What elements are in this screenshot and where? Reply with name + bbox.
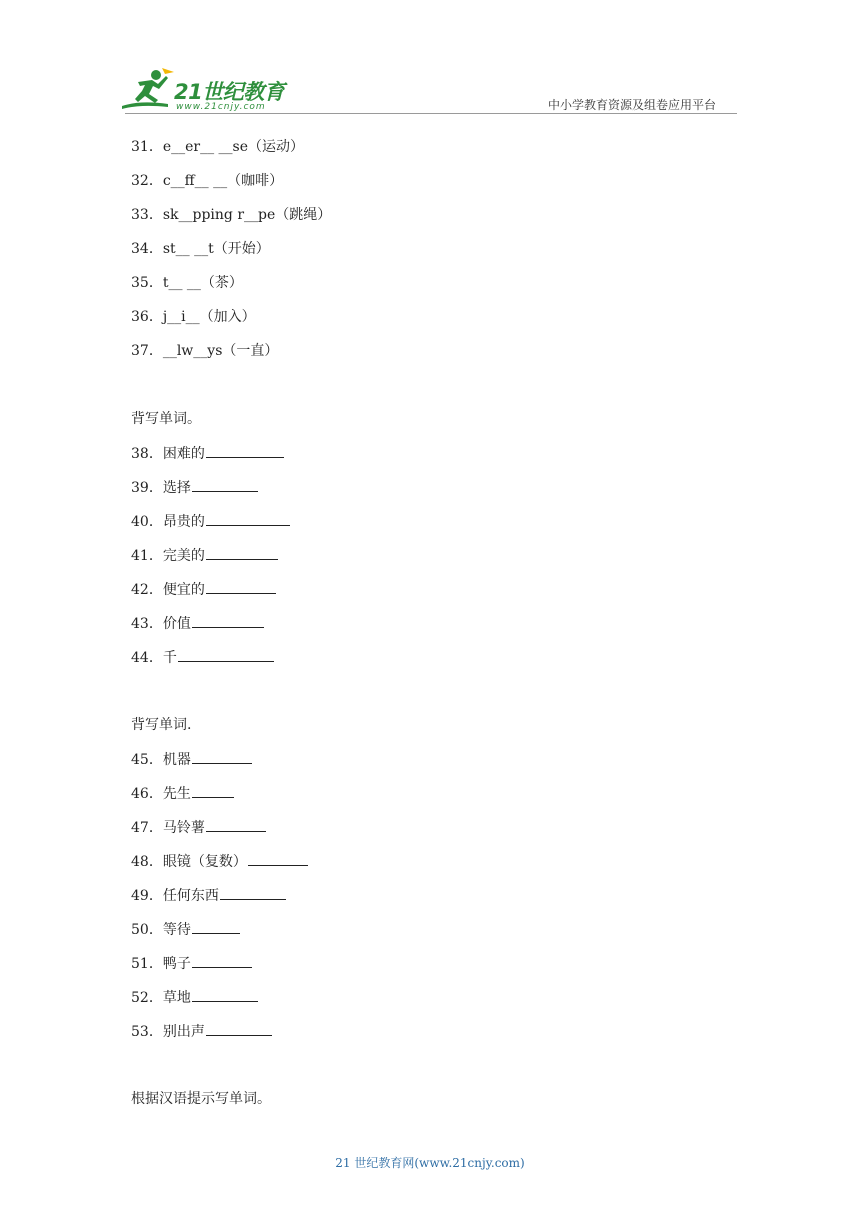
question-38: 38．困难的 (131, 443, 731, 477)
answer-blank[interactable] (192, 919, 240, 934)
question-37: 37．__lw__ys（一直） (131, 343, 279, 359)
question-text: st__ __t（开始） (162, 241, 270, 257)
question-51: 51．鸭子 (131, 953, 731, 987)
question-31: 31．e__er__ __se（运动） (131, 139, 305, 155)
question-46: 46．先生 (131, 783, 731, 817)
question-48: 48．眼镜（复数） (131, 851, 731, 885)
logo-text: 21世纪教育 (174, 80, 285, 104)
question-53: 53．别出声 (131, 1021, 731, 1055)
question-42: 42．便宜的 (131, 579, 731, 613)
answer-blank[interactable] (206, 443, 284, 458)
question-39: 39．选择 (131, 477, 731, 511)
answer-blank[interactable] (192, 783, 234, 798)
question-32: 32．c__ff__ __（咖啡） (131, 173, 284, 189)
section-title: 背写单词。 (131, 411, 201, 427)
question-33: 33．sk__pping r__pe（跳绳） (131, 207, 332, 223)
answer-blank[interactable] (206, 579, 276, 594)
answer-blank[interactable] (248, 851, 308, 866)
header-tagline: 中小学教育资源及组卷应用平台 (548, 98, 717, 112)
question-40: 40．昂贵的 (131, 511, 731, 545)
answer-blank[interactable] (192, 953, 252, 968)
question-text: e__er__ __se（运动） (162, 139, 305, 155)
answer-blank[interactable] (192, 613, 264, 628)
question-35: 35．t__ __（茶） (131, 275, 243, 291)
question-text: t__ __（茶） (162, 275, 243, 291)
header-divider (125, 113, 737, 114)
answer-blank[interactable] (206, 511, 290, 526)
question-text: __lw__ys（一直） (162, 343, 279, 359)
question-43: 43．价值 (131, 613, 731, 647)
worksheet-content (131, 137, 731, 1123)
question-52: 52．草地 (131, 987, 731, 1021)
answer-blank[interactable] (192, 987, 258, 1002)
question-50: 50．等待 (131, 919, 731, 953)
answer-blank[interactable] (206, 817, 266, 832)
question-49: 49．任何东西 (131, 885, 731, 919)
answer-blank[interactable] (178, 647, 274, 662)
section-title: 背写单词. (131, 717, 192, 733)
question-36: 36．j__i__（加入） (131, 309, 256, 325)
answer-blank[interactable] (192, 477, 258, 492)
question-47: 47．马铃薯 (131, 817, 731, 851)
site-logo[interactable] (118, 66, 298, 116)
question-text: j__i__（加入） (162, 309, 256, 325)
logo-url: www.21cnjy.com (176, 102, 266, 112)
question-44: 44．千 (131, 647, 731, 681)
answer-blank[interactable] (220, 885, 286, 900)
question-41: 41．完美的 (131, 545, 731, 579)
footer-link[interactable]: 21 世纪教育网(www.21cnjy.com) (335, 1156, 525, 1170)
question-text: sk__pping r__pe（跳绳） (162, 207, 332, 223)
answer-blank[interactable] (206, 545, 278, 560)
section-title: 根据汉语提示写单词。 (131, 1091, 271, 1107)
answer-blank[interactable] (206, 1021, 272, 1036)
question-34: 34．st__ __t（开始） (131, 241, 270, 257)
question-45: 45．机器 (131, 749, 731, 783)
page-header (0, 0, 860, 125)
running-man-icon (118, 66, 176, 114)
question-text: c__ff__ __（咖啡） (162, 173, 284, 189)
answer-blank[interactable] (192, 749, 252, 764)
